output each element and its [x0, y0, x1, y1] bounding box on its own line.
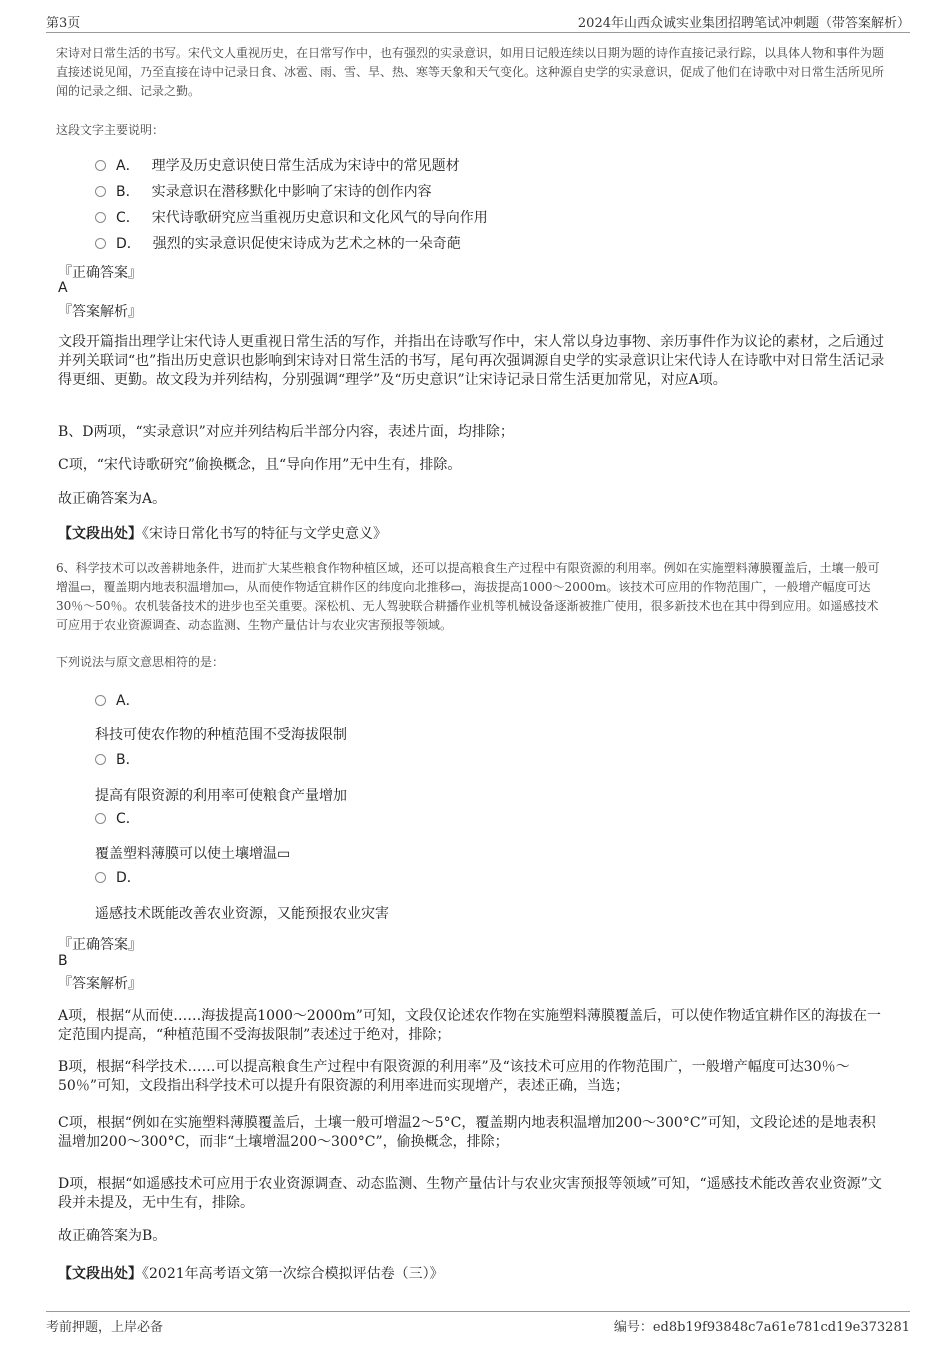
q5-analysis-2: B、D两项，“实录意识”对应并列结构后半部分内容，表述片面，均排除； — [58, 424, 514, 440]
radio-icon[interactable] — [95, 186, 106, 197]
q6-answer: B — [58, 953, 68, 969]
q6-analysis-4: D项，根据“如遥感技术可应用于农业资源调查、动态监测、生物产量估计与农业灾害预报等领域”可知，“遥感技术能改善农业资源”文段并未提及，无中生有，排除。 — [58, 1176, 882, 1211]
radio-icon[interactable] — [95, 695, 106, 706]
page-header — [46, 8, 910, 33]
q6-analysis-5: 故正确答案为B。 — [58, 1228, 167, 1244]
q5-question: 这段文字主要说明： — [56, 123, 165, 137]
q6-analysis-1: A项，根据“从而使……海拔提高1000～2000m”可知，文段仅论述农作物在实施塑料薄膜覆盖后，可以使作物适宜耕作区的海拔在一定范围内提高，“种植范围不受海拔限制”表述过于绝对，排除； — [58, 1008, 881, 1043]
radio-icon[interactable] — [95, 872, 106, 883]
footer-code: 编号：ed8b19f93848c7a61e781cd19e373281 — [613, 1320, 910, 1335]
q6-question: 下列说法与原文意思相符的是： — [56, 655, 225, 669]
q5-option-a[interactable]: A． 理学及历史意识使日常生活成为宋诗中的常见题材 — [95, 155, 460, 175]
q5-source: 【文段出处】《宋诗日常化书写的特征与文学史意义》 — [58, 526, 387, 542]
q5-analysis-3: C项，“宋代诗歌研究”偷换概念，且“导向作用”无中生有，排除。 — [58, 457, 462, 473]
footer-slogan: 考前押题，上岸必备 — [46, 1320, 164, 1335]
q6-option-a[interactable]: A． — [95, 690, 152, 710]
q6-option-a-text: 科技可使农作物的种植范围不受海拔限制 — [95, 727, 347, 743]
q6-option-d-text: 遥感技术既能改善农业资源，又能预报农业灾害 — [95, 906, 389, 922]
q6-option-c[interactable]: C． — [95, 808, 152, 828]
q5-analysis-label: 『答案解析』 — [58, 304, 142, 320]
q5-answer: A — [58, 280, 68, 296]
q6-option-c-text: 覆盖塑料薄膜可以使土壤增温▭ — [95, 846, 291, 862]
radio-icon[interactable] — [95, 754, 106, 765]
q6-option-b-text: 提高有限资源的利用率可使粮食产量增加 — [95, 788, 347, 804]
q6-option-b[interactable]: B． — [95, 749, 152, 769]
q6-option-d[interactable]: D． — [95, 867, 153, 887]
q6-answer-label: 『正确答案』 — [58, 937, 142, 953]
page-number: 第3页 — [46, 16, 81, 31]
q6-source: 【文段出处】《2021年高考语文第一次综合模拟评估卷（三）》 — [58, 1266, 444, 1282]
radio-icon[interactable] — [95, 160, 106, 171]
q5-option-b[interactable]: B． 实录意识在潜移默化中影响了宋诗的创作内容 — [95, 181, 432, 201]
q6-passage: 6、科学技术可以改善耕地条件，进而扩大某些粮食作物种植区域，还可以提高粮食生产过程中有限资源的利用率。例如在实施塑料薄膜覆盖后，土壤一般可增温▭，覆盖期内地表积温增加▭，从而使作物适宜耕作区的纬度向北推移▭，海拔提高1000～2000m。该技术可应用的作物范围广，一般增产幅度可达30％～50％。农机装备技术的进步也至关重要。深松机、无人驾驶联合耕播作业机等机械设备逐渐被推广使用，很多新技术也在其中得到应用。如遥感技术可应用于农业资源调查、动态监测、生物产量估计与农业灾害预报等领域。 — [56, 561, 880, 632]
q6-analysis-2: B项，根据“科学技术……可以提高粮食生产过程中有限资源的利用率”及“该技术可应用的作物范围广，一般增产幅度可达30％～50％”可知，文段指出科学技术可以提升有限资源的利用率进而实现增产，表述正确，当选； — [58, 1059, 850, 1094]
page-footer — [46, 1311, 910, 1336]
q5-analysis-4: 故正确答案为A。 — [58, 491, 167, 507]
q5-analysis-1: 文段开篇指出理学让宋代诗人更重视日常生活的写作，并指出在诗歌写作中，宋人常以身边事物、亲历事件作为议论的素材，之后通过并列关联词“也”指出历史意识也影响到宋诗对日常生活的书写，尾句再次强调源自史学的实录意识让宋代诗人在诗歌中对日常生活记录得更细、更勤。故文段为并列结构，分别强调“理学”及“历史意识”让宋诗记录日常生活更加常见，对应A项。 — [58, 334, 885, 388]
q5-passage: 宋诗对日常生活的书写。宋代文人重视历史，在日常写作中，也有强烈的实录意识，如用日记般连续以日期为题的诗作直接记录行踪，以具体人物和事件为题直接述说见闻，乃至直接在诗中记录日食、冰雹、雨、雪、旱、热、寒等天象和天气变化。这种源自史学的实录意识，促成了他们在诗歌中对日常生活所见所闻的记录之细、记录之勤。 — [56, 46, 885, 98]
radio-icon[interactable] — [95, 813, 106, 824]
document-title: 2024年山西众诚实业集团招聘笔试冲刺题（带答案解析） — [577, 16, 910, 31]
q5-answer-label: 『正确答案』 — [58, 265, 142, 281]
q5-option-c[interactable]: C． 宋代诗歌研究应当重视历史意识和文化风气的导向作用 — [95, 207, 488, 227]
q5-option-d[interactable]: D． 强烈的实录意识促使宋诗成为艺术之林的一朵奇葩 — [95, 233, 461, 253]
q6-analysis-3: C项，根据“例如在实施塑料薄膜覆盖后，土壤一般可增温2～5°C，覆盖期内地表积温增加200～300°C”可知，文段论述的是地表积温增加200～300°C，而非“土壤增温200～300°C”，偷换概念，排除； — [58, 1115, 876, 1150]
q6-analysis-label: 『答案解析』 — [58, 976, 142, 992]
radio-icon[interactable] — [95, 212, 106, 223]
radio-icon[interactable] — [95, 238, 106, 249]
